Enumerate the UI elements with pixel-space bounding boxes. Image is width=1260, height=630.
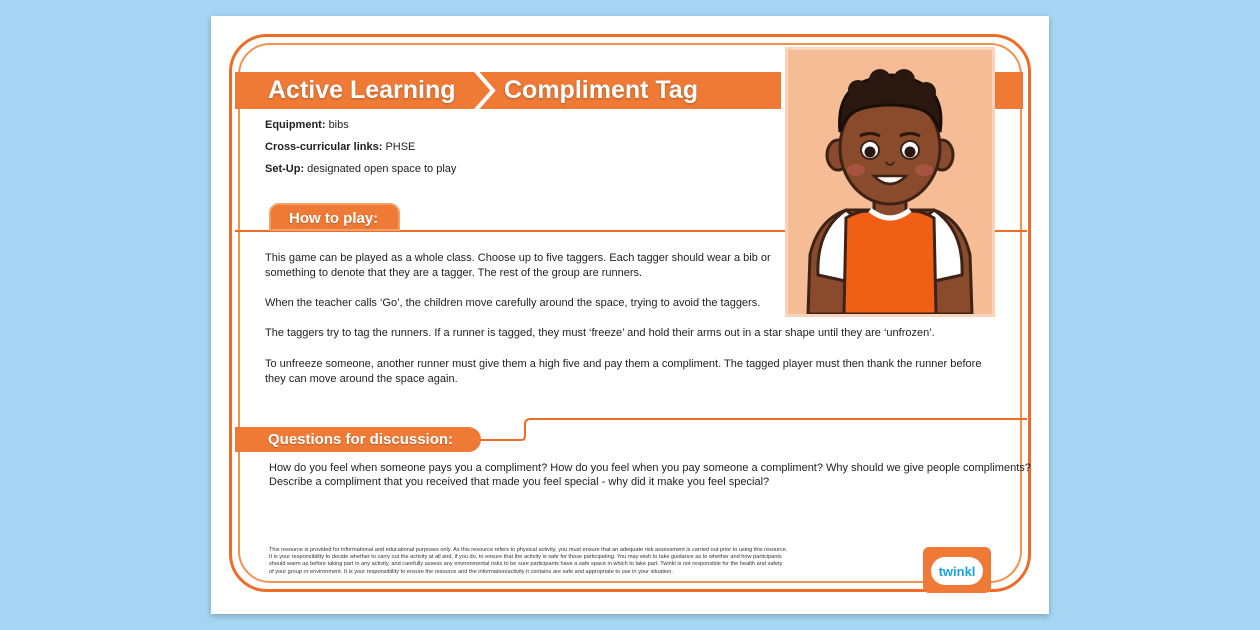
disclaimer-line-2: It is your responsibility to decide whether to carry out the activity at all and, if you do, to ensure that the activity is safe for those participating. You may wish to take guidance as to whether and how participants (269, 554, 782, 561)
disclaimer (269, 547, 909, 576)
child-illustration (785, 47, 995, 317)
how-to-play-p1-l2: something to denote that they are a tagger. The rest of the group are runners. (265, 267, 643, 279)
logo-cloud (931, 557, 983, 585)
equipment-label: Equipment: (265, 119, 326, 131)
cross-curricular-line (265, 141, 415, 153)
how-to-play-rule-right (995, 230, 1027, 232)
how-to-play-p3: The taggers try to tag the runners. If a runner is tagged, they must ‘freeze’ and hold their arms out in a star shape until they are ‘unfrozen’. (265, 327, 935, 339)
cross-curricular-label: Cross-curricular links: (265, 141, 383, 153)
how-to-play-p2: When the teacher calls ‘Go’, the children move carefully around the space, trying to avoid the taggers. (265, 297, 761, 309)
how-to-play-p4-l1: To unfreeze someone, another runner must give them a high five and pay them a compliment. The tagged player must then thank the runner before (265, 358, 982, 370)
setup-line (265, 163, 456, 175)
logo-text: twinkl (938, 564, 976, 579)
title-activity-name: Compliment Tag (504, 76, 698, 104)
how-to-play-heading: How to play: (269, 203, 400, 231)
questions-line-2: Describe a compliment that you received that made you feel special - why did it make you feel special? (269, 476, 770, 488)
setup-value: designated open space to play (307, 163, 457, 175)
disclaimer-line-1: This resource is provided for informational and educational purposes only. As this resource refers to physical activity, you must ensure that an adequate risk assessment is carried out prior to using this resource. (269, 547, 788, 553)
questions-line-1: How do you feel when someone pays you a compliment? How do you feel when you pay someone a compliment? Why should we give people compliments? (269, 462, 1031, 474)
title-active-learning: Active Learning (268, 76, 456, 104)
chevron-right-icon (473, 68, 497, 113)
twinkl-logo (923, 547, 991, 593)
cross-curricular-value: PHSE (385, 141, 416, 153)
setup-label: Set-Up: (265, 163, 305, 175)
equipment-line (265, 119, 349, 131)
questions-heading: Questions for discussion: (235, 427, 481, 452)
how-to-play-p1-l1: This game can be played as a whole class. Choose up to five taggers. Each tagger should wear a bib or (265, 252, 771, 264)
equipment-value: bibs (328, 119, 349, 131)
disclaimer-line-4: of your group or environment. It is your responsibility to ensure the resource and the information/activity it contains are safe and appropriate to use in your situation. (269, 568, 673, 575)
how-to-play-p4-l2: they can move around the space again. (265, 373, 458, 385)
title-bar-end (993, 72, 1023, 109)
resource-sheet (211, 16, 1049, 614)
disclaimer-line-3: should warm up before taking part in any activity, and carefully assess any environmental risks to be sure participants have a safe space in which to take part. Twinkl is not responsible for the health and safety (269, 561, 783, 568)
